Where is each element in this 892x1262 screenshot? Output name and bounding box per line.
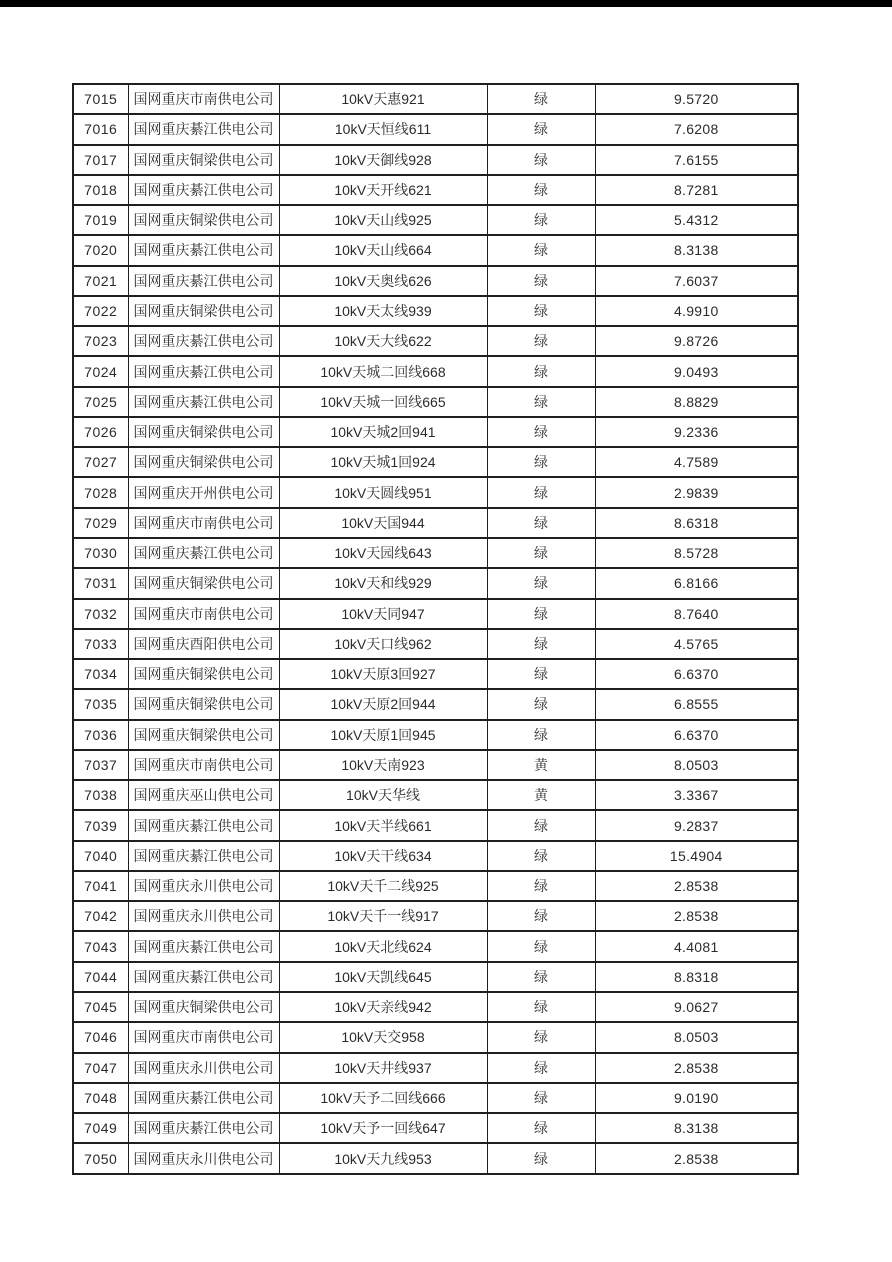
cell-id: 7039: [73, 810, 128, 840]
cell-company: 国网重庆永川供电公司: [128, 871, 279, 901]
table-row: [73, 1113, 798, 1143]
cell-line: 10kV天惠921: [279, 84, 487, 114]
cell-id: 7035: [73, 689, 128, 719]
table-row: [73, 931, 798, 961]
cell-id: 7019: [73, 205, 128, 235]
table-row: [73, 871, 798, 901]
table-row: [73, 417, 798, 447]
cell-value: 8.5728: [595, 538, 798, 568]
cell-status: 绿: [487, 508, 595, 538]
cell-status: 绿: [487, 538, 595, 568]
cell-status: 绿: [487, 568, 595, 598]
cell-line: 10kV天原3回927: [279, 659, 487, 689]
cell-status: 绿: [487, 871, 595, 901]
cell-company: 国网重庆綦江供电公司: [128, 387, 279, 417]
cell-id: 7049: [73, 1113, 128, 1143]
cell-line: 10kV天南923: [279, 750, 487, 780]
cell-id: 7021: [73, 266, 128, 296]
cell-status: 黄: [487, 750, 595, 780]
cell-value: 8.3138: [595, 235, 798, 265]
cell-id: 7023: [73, 326, 128, 356]
cell-company: 国网重庆铜梁供电公司: [128, 417, 279, 447]
cell-line: 10kV天和线929: [279, 568, 487, 598]
table-body: [73, 84, 798, 1174]
cell-company: 国网重庆铜梁供电公司: [128, 447, 279, 477]
table-row: [73, 810, 798, 840]
cell-company: 国网重庆巫山供电公司: [128, 780, 279, 810]
table-row: [73, 901, 798, 931]
cell-status: 绿: [487, 1083, 595, 1113]
cell-id: 7029: [73, 508, 128, 538]
table-row: [73, 145, 798, 175]
cell-status: 绿: [487, 114, 595, 144]
table-row: [73, 266, 798, 296]
cell-line: 10kV天园线643: [279, 538, 487, 568]
cell-value: 8.0503: [595, 750, 798, 780]
table-row: [73, 356, 798, 386]
cell-id: 7041: [73, 871, 128, 901]
cell-company: 国网重庆铜梁供电公司: [128, 145, 279, 175]
cell-id: 7042: [73, 901, 128, 931]
cell-value: 9.8726: [595, 326, 798, 356]
cell-status: 绿: [487, 1022, 595, 1052]
table-row: [73, 538, 798, 568]
cell-id: 7016: [73, 114, 128, 144]
cell-company: 国网重庆永川供电公司: [128, 1143, 279, 1174]
top-black-bar: [0, 0, 892, 7]
cell-value: 3.3367: [595, 780, 798, 810]
cell-company: 国网重庆铜梁供电公司: [128, 568, 279, 598]
cell-line: 10kV天太线939: [279, 296, 487, 326]
cell-status: 绿: [487, 447, 595, 477]
cell-value: 9.0493: [595, 356, 798, 386]
cell-value: 6.8555: [595, 689, 798, 719]
cell-value: 7.6037: [595, 266, 798, 296]
cell-status: 绿: [487, 477, 595, 507]
table-row: [73, 1022, 798, 1052]
cell-line: 10kV天半线661: [279, 810, 487, 840]
cell-company: 国网重庆铜梁供电公司: [128, 992, 279, 1022]
cell-value: 9.0627: [595, 992, 798, 1022]
cell-company: 国网重庆市南供电公司: [128, 750, 279, 780]
table-row: [73, 841, 798, 871]
cell-value: 4.9910: [595, 296, 798, 326]
cell-value: 8.7281: [595, 175, 798, 205]
cell-id: 7030: [73, 538, 128, 568]
cell-line: 10kV天同947: [279, 599, 487, 629]
table-row: [73, 296, 798, 326]
cell-status: 绿: [487, 175, 595, 205]
table-row: [73, 447, 798, 477]
cell-value: 8.0503: [595, 1022, 798, 1052]
cell-company: 国网重庆綦江供电公司: [128, 931, 279, 961]
cell-line: 10kV天城二回线668: [279, 356, 487, 386]
cell-company: 国网重庆綦江供电公司: [128, 1113, 279, 1143]
cell-line: 10kV天北线624: [279, 931, 487, 961]
table-row: [73, 1143, 798, 1174]
cell-id: 7038: [73, 780, 128, 810]
cell-value: 7.6208: [595, 114, 798, 144]
cell-company: 国网重庆綦江供电公司: [128, 962, 279, 992]
cell-line: 10kV天原1回945: [279, 720, 487, 750]
cell-line: 10kV天恒线611: [279, 114, 487, 144]
cell-company: 国网重庆綦江供电公司: [128, 175, 279, 205]
cell-value: 6.6370: [595, 720, 798, 750]
table-row: [73, 568, 798, 598]
cell-status: 绿: [487, 387, 595, 417]
cell-line: 10kV天圆线951: [279, 477, 487, 507]
cell-value: 6.6370: [595, 659, 798, 689]
cell-line: 10kV天予一回线647: [279, 1113, 487, 1143]
cell-line: 10kV天千一线917: [279, 901, 487, 931]
table-row: [73, 508, 798, 538]
table-row: [73, 326, 798, 356]
power-line-table: [72, 83, 799, 1175]
cell-status: 绿: [487, 235, 595, 265]
cell-company: 国网重庆铜梁供电公司: [128, 689, 279, 719]
cell-value: 9.2336: [595, 417, 798, 447]
cell-line: 10kV天井线937: [279, 1053, 487, 1083]
cell-line: 10kV天大线622: [279, 326, 487, 356]
table-row: [73, 689, 798, 719]
table-row: [73, 1083, 798, 1113]
cell-id: 7036: [73, 720, 128, 750]
cell-company: 国网重庆綦江供电公司: [128, 538, 279, 568]
table-row: [73, 235, 798, 265]
cell-line: 10kV天城1回924: [279, 447, 487, 477]
cell-company: 国网重庆铜梁供电公司: [128, 659, 279, 689]
cell-value: 15.4904: [595, 841, 798, 871]
cell-id: 7037: [73, 750, 128, 780]
cell-id: 7032: [73, 599, 128, 629]
cell-value: 2.8538: [595, 1143, 798, 1174]
cell-status: 绿: [487, 962, 595, 992]
cell-company: 国网重庆綦江供电公司: [128, 841, 279, 871]
cell-line: 10kV天口线962: [279, 629, 487, 659]
cell-id: 7024: [73, 356, 128, 386]
cell-status: 黄: [487, 780, 595, 810]
cell-line: 10kV天山线925: [279, 205, 487, 235]
cell-status: 绿: [487, 931, 595, 961]
table-row: [73, 720, 798, 750]
table-row: [73, 962, 798, 992]
cell-id: 7020: [73, 235, 128, 265]
table-row: [73, 205, 798, 235]
cell-line: 10kV天亲线942: [279, 992, 487, 1022]
table-row: [73, 114, 798, 144]
table-row: [73, 780, 798, 810]
cell-status: 绿: [487, 1113, 595, 1143]
cell-id: 7017: [73, 145, 128, 175]
cell-value: 9.5720: [595, 84, 798, 114]
cell-status: 绿: [487, 1053, 595, 1083]
cell-line: 10kV天原2回944: [279, 689, 487, 719]
cell-id: 7040: [73, 841, 128, 871]
cell-value: 6.8166: [595, 568, 798, 598]
cell-id: 7050: [73, 1143, 128, 1174]
cell-status: 绿: [487, 326, 595, 356]
cell-company: 国网重庆綦江供电公司: [128, 114, 279, 144]
cell-company: 国网重庆綦江供电公司: [128, 1083, 279, 1113]
cell-value: 8.8318: [595, 962, 798, 992]
cell-status: 绿: [487, 1143, 595, 1174]
cell-line: 10kV天干线634: [279, 841, 487, 871]
cell-id: 7034: [73, 659, 128, 689]
cell-company: 国网重庆綦江供电公司: [128, 266, 279, 296]
cell-line: 10kV天奥线626: [279, 266, 487, 296]
cell-company: 国网重庆市南供电公司: [128, 599, 279, 629]
cell-value: 4.4081: [595, 931, 798, 961]
cell-line: 10kV天城一回线665: [279, 387, 487, 417]
cell-id: 7022: [73, 296, 128, 326]
cell-company: 国网重庆市南供电公司: [128, 1022, 279, 1052]
cell-status: 绿: [487, 720, 595, 750]
cell-company: 国网重庆铜梁供电公司: [128, 720, 279, 750]
cell-line: 10kV天国944: [279, 508, 487, 538]
cell-value: 2.8538: [595, 871, 798, 901]
cell-status: 绿: [487, 356, 595, 386]
cell-id: 7047: [73, 1053, 128, 1083]
cell-status: 绿: [487, 810, 595, 840]
cell-company: 国网重庆铜梁供电公司: [128, 205, 279, 235]
table-row: [73, 599, 798, 629]
cell-id: 7046: [73, 1022, 128, 1052]
cell-status: 绿: [487, 841, 595, 871]
cell-status: 绿: [487, 599, 595, 629]
cell-value: 2.8538: [595, 901, 798, 931]
cell-status: 绿: [487, 145, 595, 175]
cell-status: 绿: [487, 84, 595, 114]
cell-line: 10kV天千二线925: [279, 871, 487, 901]
cell-line: 10kV天城2回941: [279, 417, 487, 447]
table-row: [73, 992, 798, 1022]
cell-status: 绿: [487, 205, 595, 235]
table-row: [73, 629, 798, 659]
cell-line: 10kV天九线953: [279, 1143, 487, 1174]
cell-company: 国网重庆永川供电公司: [128, 1053, 279, 1083]
cell-company: 国网重庆铜梁供电公司: [128, 296, 279, 326]
cell-company: 国网重庆市南供电公司: [128, 84, 279, 114]
cell-status: 绿: [487, 629, 595, 659]
cell-status: 绿: [487, 296, 595, 326]
cell-status: 绿: [487, 659, 595, 689]
cell-value: 9.0190: [595, 1083, 798, 1113]
cell-value: 2.8538: [595, 1053, 798, 1083]
table-row: [73, 84, 798, 114]
cell-id: 7043: [73, 931, 128, 961]
cell-company: 国网重庆綦江供电公司: [128, 810, 279, 840]
cell-company: 国网重庆酉阳供电公司: [128, 629, 279, 659]
cell-value: 2.9839: [595, 477, 798, 507]
cell-id: 7027: [73, 447, 128, 477]
table-row: [73, 750, 798, 780]
table-row: [73, 387, 798, 417]
cell-line: 10kV天交958: [279, 1022, 487, 1052]
cell-id: 7025: [73, 387, 128, 417]
cell-id: 7048: [73, 1083, 128, 1113]
table-row: [73, 659, 798, 689]
cell-value: 5.4312: [595, 205, 798, 235]
cell-value: 8.3138: [595, 1113, 798, 1143]
cell-value: 8.7640: [595, 599, 798, 629]
cell-company: 国网重庆綦江供电公司: [128, 326, 279, 356]
cell-value: 4.5765: [595, 629, 798, 659]
cell-status: 绿: [487, 992, 595, 1022]
cell-company: 国网重庆永川供电公司: [128, 901, 279, 931]
cell-value: 8.8829: [595, 387, 798, 417]
table-row: [73, 1053, 798, 1083]
cell-id: 7031: [73, 568, 128, 598]
cell-line: 10kV天御线928: [279, 145, 487, 175]
cell-line: 10kV天山线664: [279, 235, 487, 265]
cell-id: 7015: [73, 84, 128, 114]
cell-line: 10kV天开线621: [279, 175, 487, 205]
cell-status: 绿: [487, 266, 595, 296]
cell-value: 7.6155: [595, 145, 798, 175]
cell-line: 10kV天凯线645: [279, 962, 487, 992]
table-row: [73, 175, 798, 205]
cell-company: 国网重庆綦江供电公司: [128, 235, 279, 265]
cell-value: 9.2837: [595, 810, 798, 840]
cell-id: 7045: [73, 992, 128, 1022]
cell-id: 7028: [73, 477, 128, 507]
cell-line: 10kV天予二回线666: [279, 1083, 487, 1113]
cell-value: 4.7589: [595, 447, 798, 477]
cell-id: 7044: [73, 962, 128, 992]
table-row: [73, 477, 798, 507]
cell-company: 国网重庆綦江供电公司: [128, 356, 279, 386]
cell-status: 绿: [487, 689, 595, 719]
cell-status: 绿: [487, 417, 595, 447]
cell-line: 10kV天华线: [279, 780, 487, 810]
cell-company: 国网重庆市南供电公司: [128, 508, 279, 538]
cell-id: 7033: [73, 629, 128, 659]
cell-company: 国网重庆开州供电公司: [128, 477, 279, 507]
cell-value: 8.6318: [595, 508, 798, 538]
cell-id: 7018: [73, 175, 128, 205]
cell-status: 绿: [487, 901, 595, 931]
cell-id: 7026: [73, 417, 128, 447]
